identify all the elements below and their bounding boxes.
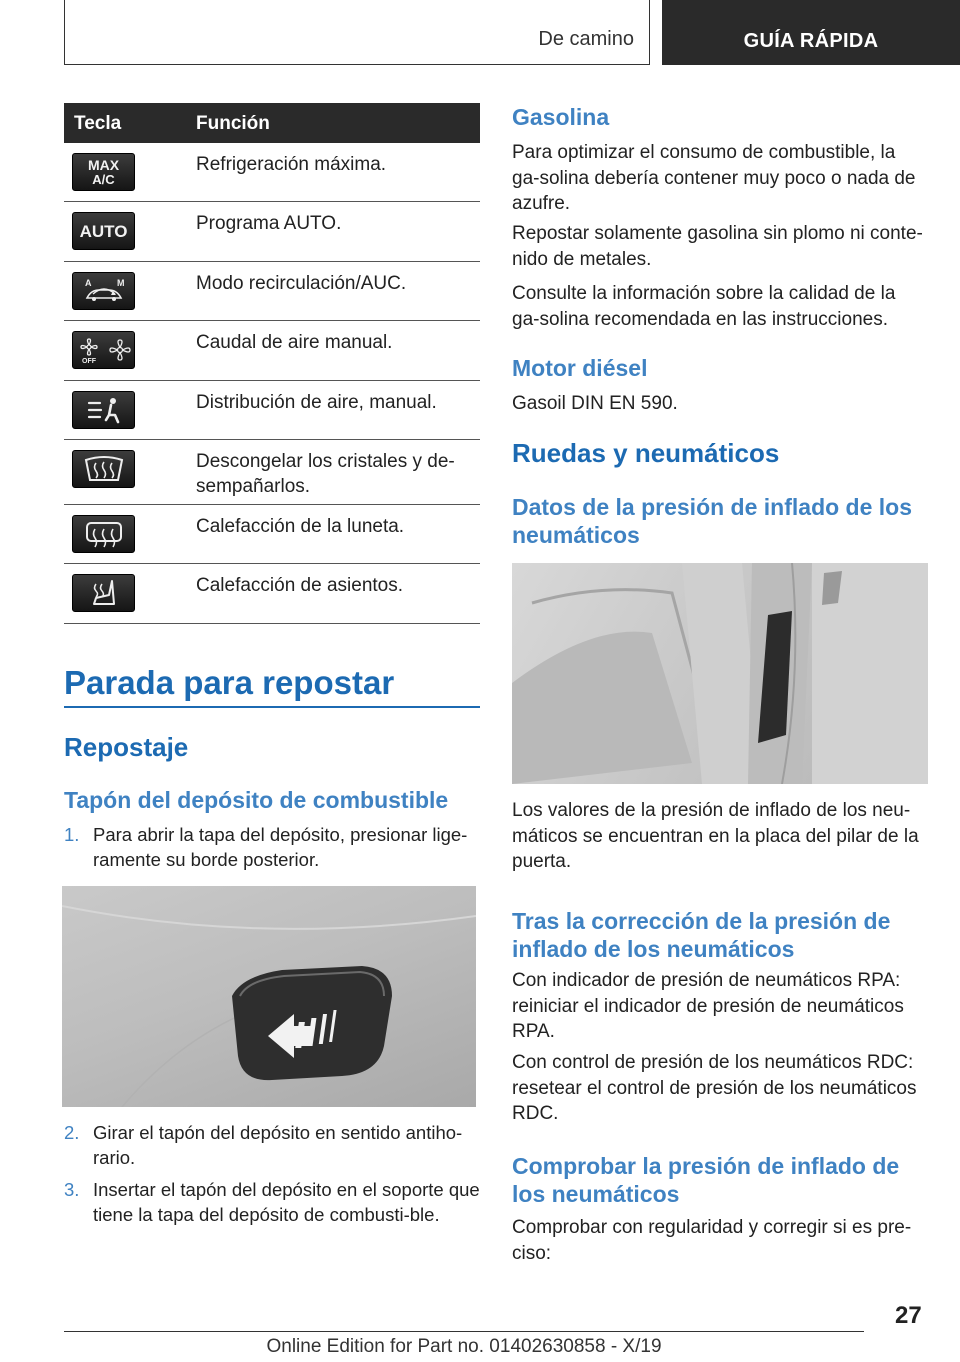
step-1 — [64, 823, 480, 871]
key-function-table — [64, 103, 480, 624]
table-row — [64, 440, 480, 505]
windshield-defrost-key-icon — [72, 450, 135, 488]
door-pillar-illustration — [512, 563, 928, 784]
heading-tire-pressure-data: Datos de la presión de inflado de los neumáticos — [512, 494, 913, 548]
table-row — [64, 321, 480, 381]
step-number: 2. — [64, 1122, 80, 1143]
function-text: Modo recirculación/AUC. — [196, 273, 407, 294]
step-2 — [64, 1121, 480, 1169]
step-text: Insertar el tapón del depósito en el soporte que tiene la tapa del depósito de combusti-ble. — [93, 1179, 480, 1225]
svg-text:A: A — [84, 278, 91, 288]
check-pressure-paragraph: Comprobar con regularidad y corregir si es pre-ciso: — [512, 1217, 912, 1264]
auto-key-icon: AUTO — [72, 212, 135, 250]
heading-check-tire-pressure: Comprobar la presión de inflado de los neumáticos — [512, 1153, 900, 1207]
step-text: Para abrir la tapa del depósito, presionar lige-ramente su borde posterior. — [93, 824, 468, 870]
heading-wheels-tires: Ruedas y neumáticos — [512, 438, 780, 468]
section-title: De camino — [538, 28, 634, 50]
tire-pressure-paragraph: Los valores de la presión de inflado de los neu-máticos se encuentran en la placa del pilar de la puerta. — [512, 800, 919, 873]
footer-rule — [64, 1331, 864, 1332]
function-text: Descongelar los cristales y de-sempañarlos. — [196, 451, 455, 497]
page-number: 27 — [895, 1302, 922, 1329]
rear-window-heat-key-icon — [72, 515, 135, 553]
table-row — [64, 262, 480, 321]
heading-diesel: Motor diésel — [512, 355, 648, 381]
step-text: Girar el tapón del depósito en sentido antiho-rario. — [93, 1122, 463, 1168]
heading-refuelling-stop: Parada para repostar — [64, 664, 395, 701]
column-header-key: Tecla — [74, 113, 122, 134]
fan-airflow-key-icon — [72, 331, 135, 369]
function-text: Caudal de aire manual. — [196, 332, 393, 353]
max-ac-key-icon: MAX A/C — [72, 153, 135, 191]
diesel-paragraph: Gasoil DIN EN 590. — [512, 393, 678, 414]
gasoline-paragraph-3: Consulte la información sobre la calidad de la ga-solina recomendada en las instrucciones. — [512, 283, 896, 330]
online-edition-footer: Online Edition for Part no. 01402630858 - X/19 — [266, 1336, 662, 1357]
rdc-paragraph: Con control de presión de los neumáticos RDC: resetear el control de presión de los neumáticos RDC. — [512, 1052, 917, 1125]
table-row — [64, 505, 480, 564]
quick-guide-tab[interactable]: GUÍA RÁPIDA — [662, 0, 960, 65]
table-row — [64, 202, 480, 262]
step-number: 3. — [64, 1179, 80, 1200]
table-header — [64, 103, 480, 143]
column-header-function: Función — [196, 113, 270, 134]
heading-after-pressure-correction: Tras la corrección de la presión de inflado de los neumáticos — [512, 908, 891, 962]
svg-text:M: M — [116, 278, 124, 288]
recirculation-auc-key-icon — [72, 272, 135, 310]
gasoline-paragraph-1: Para optimizar el consumo de combustible, la ga-solina debería contener muy poco o nada de azufre. — [512, 142, 916, 215]
gasoline-paragraph-2: Repostar solamente gasolina sin plomo ni conte-nido de metales. — [512, 223, 923, 270]
function-text: Refrigeración máxima. — [196, 154, 387, 175]
table-row — [64, 143, 480, 202]
function-text: Programa AUTO. — [196, 213, 342, 234]
table-row — [64, 564, 480, 624]
svg-text:OFF: OFF — [81, 358, 96, 365]
seat-heat-key-icon — [72, 574, 135, 612]
heading-rule — [64, 706, 480, 708]
function-text: Calefacción de asientos. — [196, 575, 404, 596]
air-distribution-key-icon — [72, 391, 135, 429]
heading-fuel-cap: Tapón del depósito de combustible — [64, 787, 449, 813]
step-3 — [64, 1178, 480, 1253]
heading-refuelling: Repostaje — [64, 732, 189, 762]
rpa-paragraph: Con indicador de presión de neumáticos RPA: reiniciar el indicador de presión de neumáticos RPA. — [512, 970, 904, 1043]
function-text: Distribución de aire, manual. — [196, 392, 437, 413]
step-number: 1. — [64, 824, 80, 845]
fuel-flap-illustration — [62, 886, 476, 1107]
function-text: Calefacción de la luneta. — [196, 516, 405, 537]
heading-gasoline: Gasolina — [512, 104, 610, 130]
table-row — [64, 381, 480, 440]
